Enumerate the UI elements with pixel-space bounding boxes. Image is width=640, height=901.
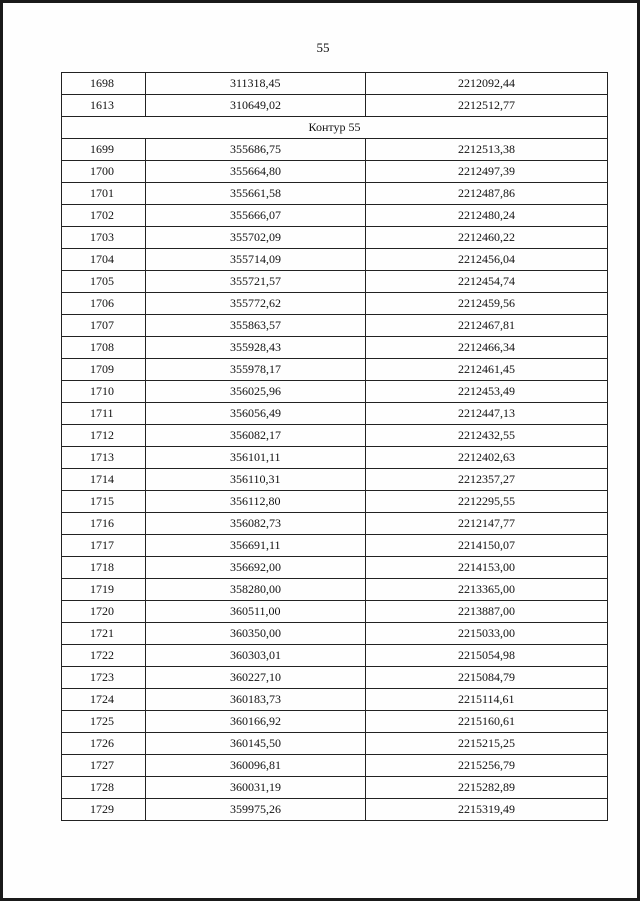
x-coordinate-cell: 356025,96 bbox=[146, 381, 366, 403]
y-coordinate-cell: 2212432,55 bbox=[366, 425, 608, 447]
table-row bbox=[62, 161, 608, 183]
point-number-cell: 1728 bbox=[62, 777, 146, 799]
table-row bbox=[62, 689, 608, 711]
table-row bbox=[62, 645, 608, 667]
point-number-cell: 1725 bbox=[62, 711, 146, 733]
point-number-cell: 1709 bbox=[62, 359, 146, 381]
y-coordinate-cell: 2212453,49 bbox=[366, 381, 608, 403]
table-row bbox=[62, 667, 608, 689]
x-coordinate-cell: 356112,80 bbox=[146, 491, 366, 513]
x-coordinate-cell: 356082,17 bbox=[146, 425, 366, 447]
x-coordinate-cell: 311318,45 bbox=[146, 73, 366, 95]
y-coordinate-cell: 2212467,81 bbox=[366, 315, 608, 337]
table-row bbox=[62, 249, 608, 271]
y-coordinate-cell: 2215160,61 bbox=[366, 711, 608, 733]
point-number-cell: 1710 bbox=[62, 381, 146, 403]
x-coordinate-cell: 355702,09 bbox=[146, 227, 366, 249]
table-row bbox=[62, 205, 608, 227]
y-coordinate-cell: 2212447,13 bbox=[366, 403, 608, 425]
point-number-cell: 1706 bbox=[62, 293, 146, 315]
x-coordinate-cell: 355661,58 bbox=[146, 183, 366, 205]
y-coordinate-cell: 2215054,98 bbox=[366, 645, 608, 667]
table-row bbox=[62, 579, 608, 601]
x-coordinate-cell: 355664,80 bbox=[146, 161, 366, 183]
x-coordinate-cell: 355721,57 bbox=[146, 271, 366, 293]
table-row bbox=[62, 73, 608, 95]
x-coordinate-cell: 360303,01 bbox=[146, 645, 366, 667]
y-coordinate-cell: 2215084,79 bbox=[366, 667, 608, 689]
point-number-cell: 1718 bbox=[62, 557, 146, 579]
x-coordinate-cell: 356101,11 bbox=[146, 447, 366, 469]
x-coordinate-cell: 356056,49 bbox=[146, 403, 366, 425]
x-coordinate-cell: 360096,81 bbox=[146, 755, 366, 777]
y-coordinate-cell: 2212456,04 bbox=[366, 249, 608, 271]
y-coordinate-cell: 2213887,00 bbox=[366, 601, 608, 623]
x-coordinate-cell: 310649,02 bbox=[146, 95, 366, 117]
table-row bbox=[62, 513, 608, 535]
y-coordinate-cell: 2212460,22 bbox=[366, 227, 608, 249]
y-coordinate-cell: 2215319,49 bbox=[366, 799, 608, 821]
point-number-cell: 1722 bbox=[62, 645, 146, 667]
point-number-cell: 1701 bbox=[62, 183, 146, 205]
table-row bbox=[62, 557, 608, 579]
x-coordinate-cell: 360183,73 bbox=[146, 689, 366, 711]
point-number-cell: 1700 bbox=[62, 161, 146, 183]
point-number-cell: 1727 bbox=[62, 755, 146, 777]
table-row bbox=[62, 139, 608, 161]
x-coordinate-cell: 360166,92 bbox=[146, 711, 366, 733]
x-coordinate-cell: 358280,00 bbox=[146, 579, 366, 601]
y-coordinate-cell: 2213365,00 bbox=[366, 579, 608, 601]
y-coordinate-cell: 2215033,00 bbox=[366, 623, 608, 645]
x-coordinate-cell: 360227,10 bbox=[146, 667, 366, 689]
y-coordinate-cell: 2212454,74 bbox=[366, 271, 608, 293]
point-number-cell: 1723 bbox=[62, 667, 146, 689]
table-row bbox=[62, 425, 608, 447]
table-row bbox=[62, 777, 608, 799]
table-row bbox=[62, 711, 608, 733]
y-coordinate-cell: 2215282,89 bbox=[366, 777, 608, 799]
x-coordinate-cell: 360031,19 bbox=[146, 777, 366, 799]
table-row bbox=[62, 359, 608, 381]
coordinates-table bbox=[61, 72, 608, 821]
table-row bbox=[62, 271, 608, 293]
point-number-cell: 1699 bbox=[62, 139, 146, 161]
y-coordinate-cell: 2212480,24 bbox=[366, 205, 608, 227]
point-number-cell: 1716 bbox=[62, 513, 146, 535]
table-row bbox=[62, 799, 608, 821]
y-coordinate-cell: 2215256,79 bbox=[366, 755, 608, 777]
table-row bbox=[62, 315, 608, 337]
point-number-cell: 1721 bbox=[62, 623, 146, 645]
y-coordinate-cell: 2212497,39 bbox=[366, 161, 608, 183]
x-coordinate-cell: 355686,75 bbox=[146, 139, 366, 161]
point-number-cell: 1712 bbox=[62, 425, 146, 447]
table-row bbox=[62, 447, 608, 469]
x-coordinate-cell: 360511,00 bbox=[146, 601, 366, 623]
y-coordinate-cell: 2212402,63 bbox=[366, 447, 608, 469]
point-number-cell: 1715 bbox=[62, 491, 146, 513]
x-coordinate-cell: 356082,73 bbox=[146, 513, 366, 535]
y-coordinate-cell: 2214153,00 bbox=[366, 557, 608, 579]
table-row bbox=[62, 469, 608, 491]
x-coordinate-cell: 360145,50 bbox=[146, 733, 366, 755]
section-title: Контур 55 bbox=[62, 117, 608, 139]
table-row bbox=[62, 381, 608, 403]
y-coordinate-cell: 2212295,55 bbox=[366, 491, 608, 513]
table-row bbox=[62, 227, 608, 249]
point-number-cell: 1724 bbox=[62, 689, 146, 711]
point-number-cell: 1613 bbox=[62, 95, 146, 117]
y-coordinate-cell: 2212459,56 bbox=[366, 293, 608, 315]
table-row bbox=[62, 95, 608, 117]
x-coordinate-cell: 360350,00 bbox=[146, 623, 366, 645]
table-row bbox=[62, 755, 608, 777]
y-coordinate-cell: 2212512,77 bbox=[366, 95, 608, 117]
x-coordinate-cell: 359975,26 bbox=[146, 799, 366, 821]
point-number-cell: 1698 bbox=[62, 73, 146, 95]
x-coordinate-cell: 355666,07 bbox=[146, 205, 366, 227]
x-coordinate-cell: 355714,09 bbox=[146, 249, 366, 271]
section-header-row bbox=[62, 117, 608, 139]
point-number-cell: 1714 bbox=[62, 469, 146, 491]
point-number-cell: 1704 bbox=[62, 249, 146, 271]
x-coordinate-cell: 356692,00 bbox=[146, 557, 366, 579]
x-coordinate-cell: 355978,17 bbox=[146, 359, 366, 381]
y-coordinate-cell: 2214150,07 bbox=[366, 535, 608, 557]
page-number: 55 bbox=[316, 40, 330, 55]
y-coordinate-cell: 2212466,34 bbox=[366, 337, 608, 359]
point-number-cell: 1707 bbox=[62, 315, 146, 337]
point-number-cell: 1729 bbox=[62, 799, 146, 821]
point-number-cell: 1726 bbox=[62, 733, 146, 755]
y-coordinate-cell: 2212147,77 bbox=[366, 513, 608, 535]
x-coordinate-cell: 355772,62 bbox=[146, 293, 366, 315]
y-coordinate-cell: 2212513,38 bbox=[366, 139, 608, 161]
coordinates-table-body bbox=[62, 73, 608, 821]
x-coordinate-cell: 355928,43 bbox=[146, 337, 366, 359]
x-coordinate-cell: 355863,57 bbox=[146, 315, 366, 337]
x-coordinate-cell: 356691,11 bbox=[146, 535, 366, 557]
y-coordinate-cell: 2215114,61 bbox=[366, 689, 608, 711]
point-number-cell: 1705 bbox=[62, 271, 146, 293]
table-row bbox=[62, 491, 608, 513]
point-number-cell: 1711 bbox=[62, 403, 146, 425]
point-number-cell: 1703 bbox=[62, 227, 146, 249]
point-number-cell: 1719 bbox=[62, 579, 146, 601]
y-coordinate-cell: 2212487,86 bbox=[366, 183, 608, 205]
table-row bbox=[62, 293, 608, 315]
table-row bbox=[62, 733, 608, 755]
table-row bbox=[62, 183, 608, 205]
point-number-cell: 1720 bbox=[62, 601, 146, 623]
table-row bbox=[62, 623, 608, 645]
y-coordinate-cell: 2212461,45 bbox=[366, 359, 608, 381]
x-coordinate-cell: 356110,31 bbox=[146, 469, 366, 491]
point-number-cell: 1717 bbox=[62, 535, 146, 557]
point-number-cell: 1708 bbox=[62, 337, 146, 359]
point-number-cell: 1713 bbox=[62, 447, 146, 469]
table-row bbox=[62, 337, 608, 359]
table-row bbox=[62, 535, 608, 557]
table-row bbox=[62, 403, 608, 425]
point-number-cell: 1702 bbox=[62, 205, 146, 227]
table-row bbox=[62, 601, 608, 623]
y-coordinate-cell: 2212357,27 bbox=[366, 469, 608, 491]
y-coordinate-cell: 2215215,25 bbox=[366, 733, 608, 755]
y-coordinate-cell: 2212092,44 bbox=[366, 73, 608, 95]
